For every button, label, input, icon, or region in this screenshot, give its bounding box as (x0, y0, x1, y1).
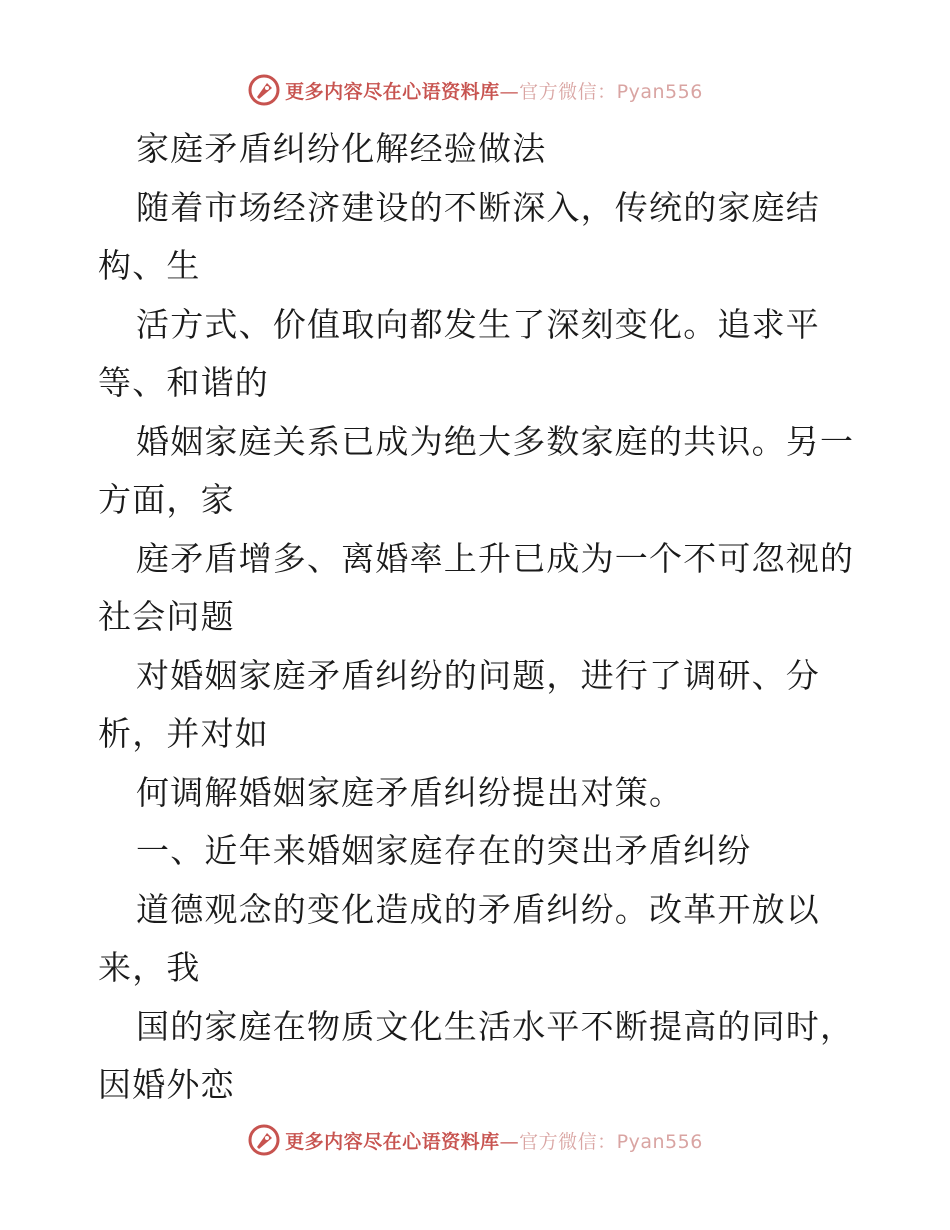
text-line: 等、和谐的 (98, 363, 269, 402)
text-line: 道德观念的变化造成的矛盾纠纷。改革开放以 (136, 889, 820, 929)
footer-watermark-banner (0, 1120, 950, 1160)
text-line: 家庭矛盾纠纷化解经验做法 (136, 129, 547, 168)
document-body (98, 120, 858, 1115)
banner-wechat-text: 官方微信：Pyan556 (519, 1130, 703, 1153)
text-line: 随着市场经济建设的不断深入，传统的家庭结 (136, 187, 820, 227)
text-line: 对婚姻家庭矛盾纠纷的问题，进行了调研、分 (136, 655, 820, 695)
text-line: 方面，家 (98, 480, 235, 519)
banner-separator: — (499, 80, 520, 103)
text-line: 一、近年来婚姻家庭存在的突出矛盾纠纷 (136, 831, 752, 870)
pen-nib-logo-icon (247, 1123, 281, 1157)
text-line: 构、生 (98, 246, 201, 285)
text-line: 婚姻家庭关系已成为绝大多数家庭的共识。另一 (136, 421, 855, 461)
text-line: 庭矛盾增多、离婚率上升已成为一个不可忽视的 (136, 538, 855, 578)
text-line: 来，我 (98, 948, 201, 987)
text-line: 社会问题 (98, 597, 235, 636)
banner-wechat-text: 官方微信：Pyan556 (519, 80, 703, 103)
banner-main-text: 更多内容尽在心语资料库 (285, 80, 500, 103)
text-line: 何调解婚姻家庭矛盾纠纷提出对策。 (136, 772, 684, 812)
header-watermark-banner (0, 70, 950, 110)
banner-main-text: 更多内容尽在心语资料库 (285, 1130, 500, 1153)
banner-separator: — (499, 1130, 520, 1153)
text-line: 国的家庭在物质文化生活水平不断提高的同时， (136, 1006, 855, 1046)
pen-nib-logo-icon (247, 73, 281, 107)
text-line: 因婚外恋 (98, 1065, 235, 1104)
text-line: 析，并对如 (98, 714, 269, 753)
text-line: 活方式、价值取向都发生了深刻变化。追求平 (136, 304, 820, 344)
